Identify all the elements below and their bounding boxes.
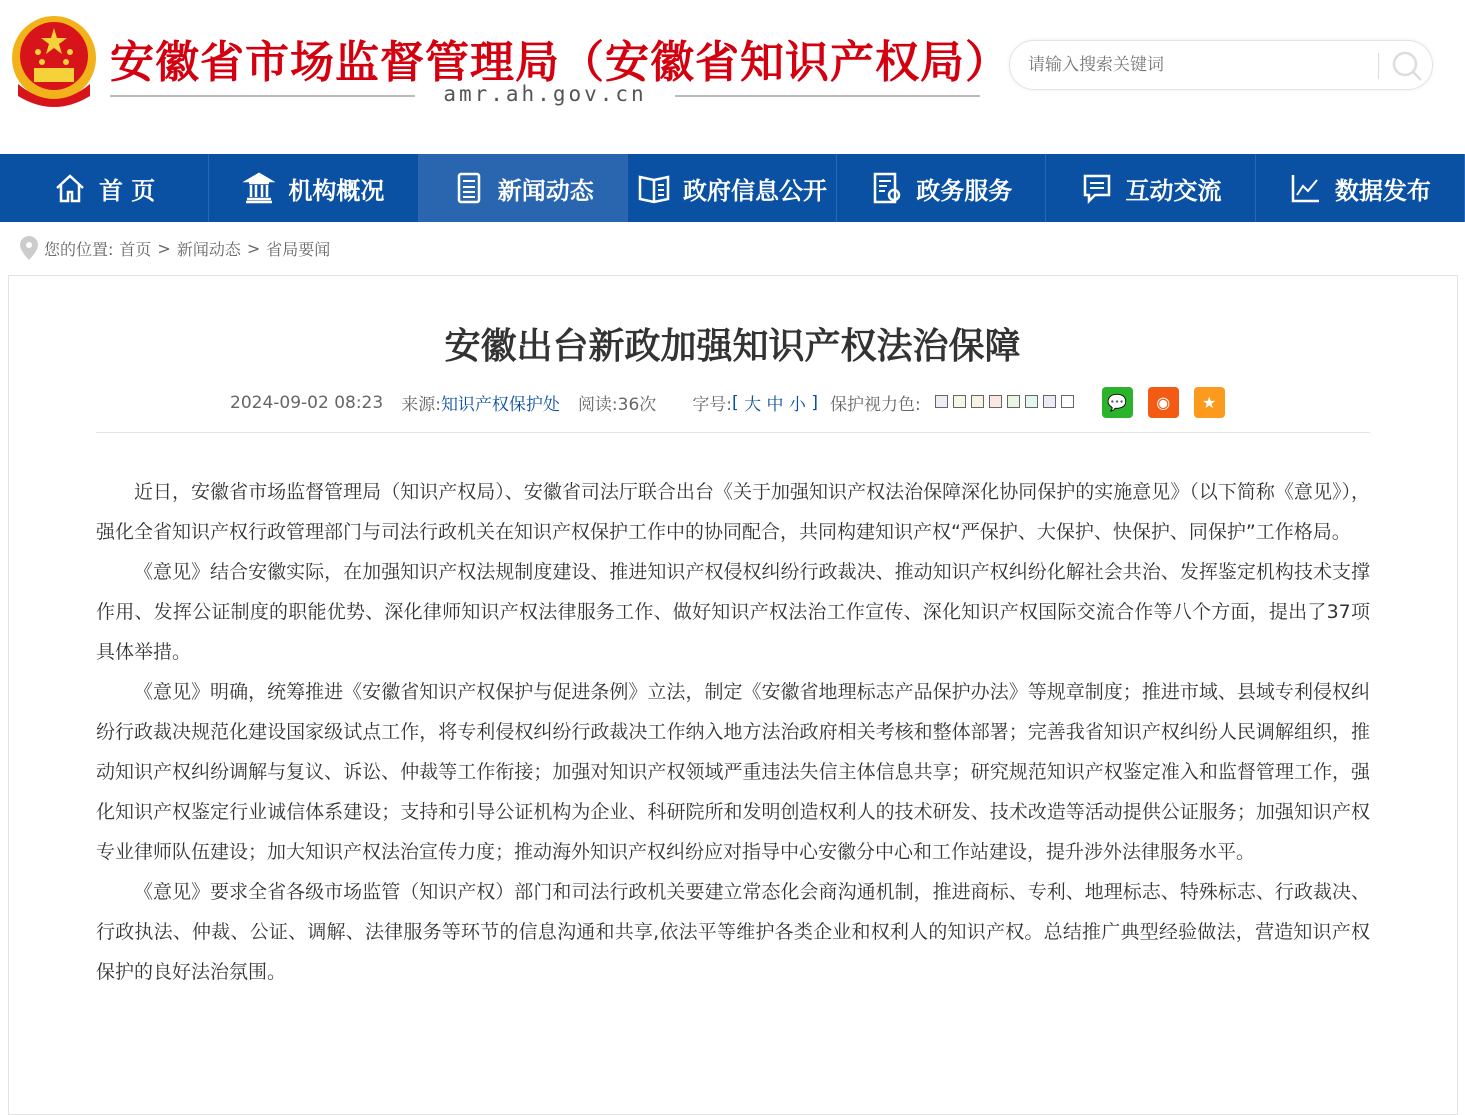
nav-item-4[interactable] bbox=[837, 154, 1046, 222]
bracket: [ bbox=[732, 392, 739, 413]
nav-label: 首 页 bbox=[98, 176, 156, 205]
nav-item-2[interactable] bbox=[419, 154, 628, 222]
news-icon bbox=[452, 171, 486, 205]
site-domain: amr.ah.gov.cn bbox=[110, 82, 980, 110]
breadcrumb-current[interactable]: 省局要闻 bbox=[266, 239, 331, 259]
source-link[interactable]: 知识产权保护处 bbox=[440, 395, 560, 415]
nav-label: 机构概况 bbox=[288, 176, 385, 205]
building-icon bbox=[242, 171, 276, 205]
color-swatch[interactable] bbox=[1025, 395, 1038, 408]
bracket: ] bbox=[811, 392, 818, 413]
nav-label: 政务服务 bbox=[916, 176, 1013, 205]
breadcrumb-home[interactable]: 首页 bbox=[119, 239, 152, 259]
chart-icon bbox=[1289, 171, 1323, 205]
book-icon bbox=[637, 171, 671, 205]
article-title: 安徽出台新政加强知识产权法治保障 bbox=[444, 326, 1021, 367]
paragraph: 《意见》结合安徽实际，在加强知识产权法规制度建设、推进知识产权侵权纠纷行政裁决、推动知识产权纠纷化解社会共治、发挥鉴定机构技术支撑作用、发挥公证制度的职能优势、深化律师知识产权法律服务工作、做好知识产权法治工作宣传、深化知识产权国际交流合作等八个方面，提出了37项具体举措。 bbox=[96, 561, 1370, 663]
read-count: 36次 bbox=[617, 395, 657, 415]
article-meta bbox=[230, 387, 1225, 418]
breadcrumb-prefix: 您的位置: bbox=[44, 239, 114, 259]
font-small-button[interactable]: 小 bbox=[788, 395, 806, 415]
color-swatch[interactable] bbox=[1061, 395, 1074, 408]
wechat-share-icon[interactable]: 💬 bbox=[1102, 387, 1133, 418]
read-label: 阅读: bbox=[577, 395, 618, 415]
breadcrumb-news[interactable]: 新闻动态 bbox=[176, 239, 241, 259]
eye-color-swatches bbox=[935, 393, 1079, 413]
nav-label: 新闻动态 bbox=[497, 176, 594, 205]
share-buttons bbox=[1087, 387, 1225, 418]
main-nav bbox=[0, 154, 1465, 222]
breadcrumb-sep: > bbox=[246, 238, 261, 258]
paragraph: 《意见》明确，统筹推进《安徽省知识产权保护与促进条例》立法，制定《安徽省地理标志产品保护办法》等规章制度；推进市域、县域专利侵权纠纷行政裁决规范化建设国家级试点工作，将专利侵权纠纷行政裁决工作纳入地方法治政府相关考核和整体部署；完善我省知识产权纠纷人民调解组织，推动知识产权纠纷调解与复议、诉讼、仲裁等工作衔接；加强对知识产权领域严重违法失信主体信息共享；研究规范知识产权鉴定准入和监督管理工作，强化知识产权鉴定行业诚信体系建设；支持和引导公证机构为企业、科研院所和发明创造权利人的技术研发、技术改造等活动提供公证服务；加强知识产权专业律师队伍建设；加大知识产权法治宣传力度；推动海外知识产权纠纷应对指导中心安徽分中心和工作站建设，提升涉外法律服务水平。 bbox=[96, 681, 1370, 863]
chat-icon bbox=[1080, 171, 1114, 205]
color-swatch[interactable] bbox=[935, 395, 948, 408]
home-icon bbox=[53, 171, 87, 205]
national-emblem-logo bbox=[8, 14, 100, 112]
service-icon bbox=[870, 171, 904, 205]
color-swatch[interactable] bbox=[971, 395, 984, 408]
search-box bbox=[1009, 40, 1433, 90]
nav-item-5[interactable] bbox=[1046, 154, 1255, 222]
source-label: 来源: bbox=[401, 395, 441, 415]
font-size-label: 字号: bbox=[692, 395, 733, 415]
nav-label: 政府信息公开 bbox=[682, 176, 827, 205]
divider bbox=[96, 432, 1370, 433]
favorite-share-icon[interactable]: ★ bbox=[1194, 387, 1225, 418]
location-pin-icon bbox=[20, 236, 38, 260]
paragraph: 近日，安徽省市场监督管理局（知识产权局）、安徽省司法厅联合出台《关于加强知识产权法治保障深化协同保护的实施意见》（以下简称《意见》），强化全省知识产权行政管理部门与司法行政机关在知识产权保护工作中的协同配合，共同构建知识产权“严保护、大保护、快保护、同保护”工作格局。 bbox=[96, 481, 1370, 543]
nav-item-0[interactable] bbox=[0, 154, 209, 222]
breadcrumb bbox=[20, 236, 330, 260]
site-title: 安徽省市场监督管理局（安徽省知识产权局） bbox=[110, 37, 1010, 88]
weibo-share-icon[interactable]: ◉ bbox=[1148, 387, 1179, 418]
publish-date: 2024-09-02 08:23 bbox=[230, 392, 384, 413]
color-swatch[interactable] bbox=[1007, 395, 1020, 408]
nav-item-6[interactable] bbox=[1256, 154, 1465, 222]
font-large-button[interactable]: 大 bbox=[744, 395, 762, 415]
nav-label: 数据发布 bbox=[1334, 176, 1431, 205]
article-body bbox=[96, 472, 1370, 992]
color-swatch[interactable] bbox=[989, 395, 1002, 408]
search-icon[interactable] bbox=[1390, 49, 1424, 83]
nav-item-1[interactable] bbox=[209, 154, 418, 222]
nav-label: 互动交流 bbox=[1125, 176, 1222, 205]
search-input[interactable] bbox=[1028, 51, 1368, 79]
nav-item-3[interactable] bbox=[628, 154, 837, 222]
header bbox=[0, 0, 1465, 154]
paragraph: 《意见》要求全省各级市场监管（知识产权）部门和司法行政机关要建立常态化会商沟通机制，推进商标、专利、地理标志、特殊标志、行政裁决、行政执法、仲裁、公证、调解、法律服务等环节的信息沟通和共享,依法平等维护各类企业和权利人的知识产权。总结推广典型经验做法，营造知识产权保护的良好法治氛围。 bbox=[96, 881, 1370, 983]
eye-color-label: 保护视力色: bbox=[829, 395, 921, 415]
font-medium-button[interactable]: 中 bbox=[766, 395, 784, 415]
color-swatch[interactable] bbox=[953, 395, 966, 408]
color-swatch[interactable] bbox=[1043, 395, 1056, 408]
breadcrumb-sep: > bbox=[157, 238, 171, 258]
